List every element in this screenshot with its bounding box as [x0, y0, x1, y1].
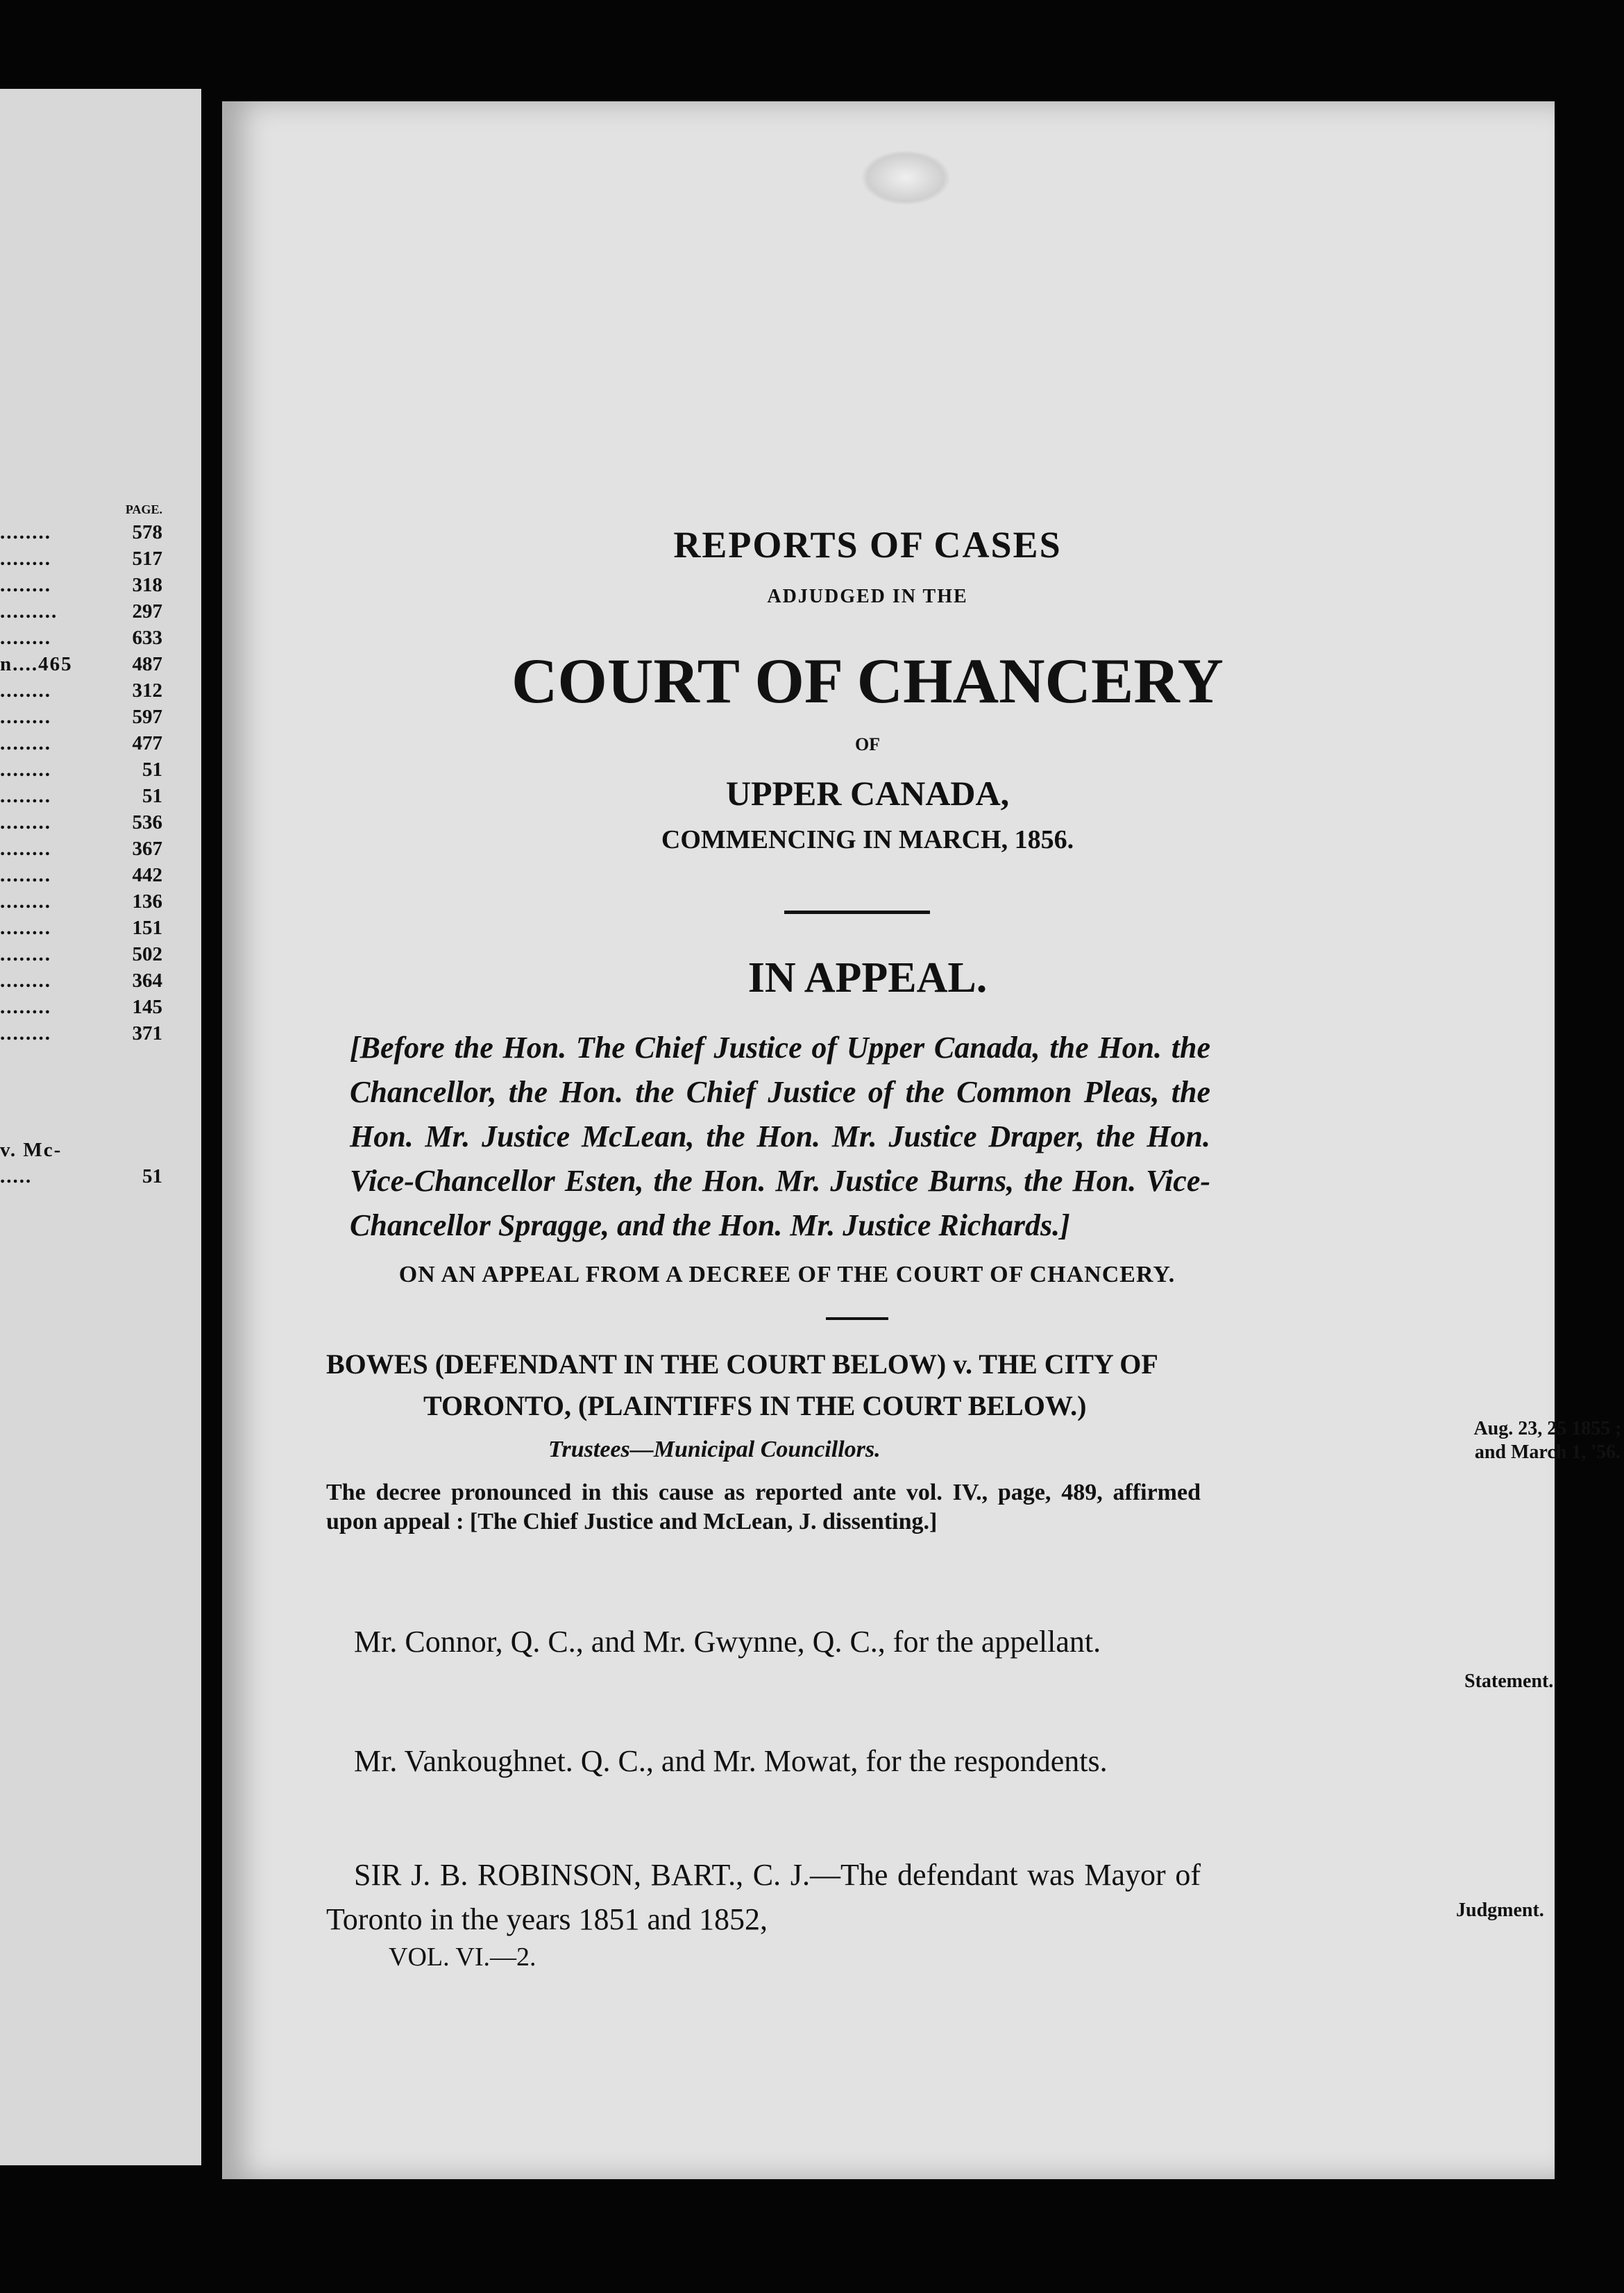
margin-dates: Aug. 23, 25 1855 ; and March 1, '56.	[1473, 1418, 1622, 1463]
index-row: ........ 151	[0, 917, 162, 939]
previous-page	[0, 89, 201, 2165]
index-row: ........ 477	[0, 732, 162, 754]
book-spine-gutter	[201, 0, 222, 2293]
paper-stain	[861, 150, 951, 205]
index-row: ........ 633	[0, 627, 162, 649]
index-row: ......... 297	[0, 600, 162, 623]
counsel-appellant: Mr. Connor, Q. C., and Mr. Gwynne, Q. C., for the appellant.	[354, 1625, 1101, 1659]
index-row: ........ 517	[0, 548, 162, 570]
index-row: ........ 51	[0, 785, 162, 807]
reports-heading: REPORTS OF CASES	[673, 524, 1062, 566]
index-row: ........ 578	[0, 521, 162, 543]
headnote: The decree pronounced in this cause as reported ante vol. IV., page, 489, affirmed upon appeal : [The Chief Justice and McLean, J. dissenting.]	[326, 1480, 1201, 1534]
index-row: ........ 367	[0, 838, 162, 860]
volume-signature: VOL. VI.—2.	[389, 1943, 536, 1972]
index-row: ........ 312	[0, 679, 162, 702]
report-page	[222, 101, 1622, 2179]
divider-rule	[784, 911, 930, 914]
commencing-line: COMMENCING IN MARCH, 1856.	[661, 825, 1074, 854]
of-line: OF	[854, 734, 881, 754]
index-row: ........ 597	[0, 706, 162, 728]
index-row: ........ 318	[0, 574, 162, 596]
appeal-heading: IN APPEAL.	[747, 954, 988, 1001]
case-title-line: TORONTO, (PLAINTIFFS IN THE COURT BELOW.)	[423, 1390, 1087, 1421]
case-title-line: BOWES (DEFENDANT IN THE COURT BELOW) v. THE CITY OF	[326, 1348, 1158, 1380]
index-row: n....465 487	[0, 653, 162, 675]
divider-rule	[826, 1317, 888, 1320]
court-title: COURT OF CHANCERY	[511, 645, 1224, 716]
judgment-text: SIR J. B. ROBINSON, BART., C. J.—The defendant was Mayor of Toronto in the years 1851 and 1852,	[326, 1858, 1201, 1936]
index-row: ........ 502	[0, 943, 162, 965]
index-row: ........ 145	[0, 996, 162, 1018]
jurisdiction-line: UPPER CANADA,	[725, 774, 1010, 813]
index-row: ........ 364	[0, 970, 162, 992]
index-row: ........ 136	[0, 890, 162, 913]
counsel-respondents: Mr. Vankoughnet. Q. C., and Mr. Mowat, for the respondents.	[354, 1744, 1108, 1778]
index-header: PAGE.	[125, 502, 162, 516]
adjudged-line: ADJUDGED IN THE	[767, 586, 968, 607]
bench-list: [Before the Hon. The Chief Justice of Upper Canada, the Hon. the Chancellor, the Hon. the Chief Justice of the Common Pleas, the Hon. Mr. Justice McLean, the Hon. Mr. Justice Draper, the Hon. Vice-Chancellor Esten, the Hon. Mr. Justice Burns, the Hon. Vice-Chancellor Spragge, and the Hon. Mr. Justice Richards.]	[350, 1031, 1210, 1242]
index-row: ..... 51	[0, 1165, 162, 1187]
index-row: ........ 51	[0, 759, 162, 781]
case-title	[326, 1344, 1228, 1427]
index-row: ........ 536	[0, 811, 162, 834]
margin-statement: Statement.	[1464, 1670, 1554, 1692]
case-topic: Trustees—Municipal Councillors.	[548, 1437, 881, 1462]
appeal-subheading: ON AN APPEAL FROM A DECREE OF THE COURT OF CHANCERY.	[398, 1262, 1176, 1287]
margin-judgment: Judgment.	[1456, 1899, 1544, 1921]
index-row: v. Mc-	[0, 1139, 62, 1161]
page-index	[0, 502, 174, 1192]
index-row: ........ 371	[0, 1022, 162, 1044]
index-row: ........ 442	[0, 864, 162, 886]
